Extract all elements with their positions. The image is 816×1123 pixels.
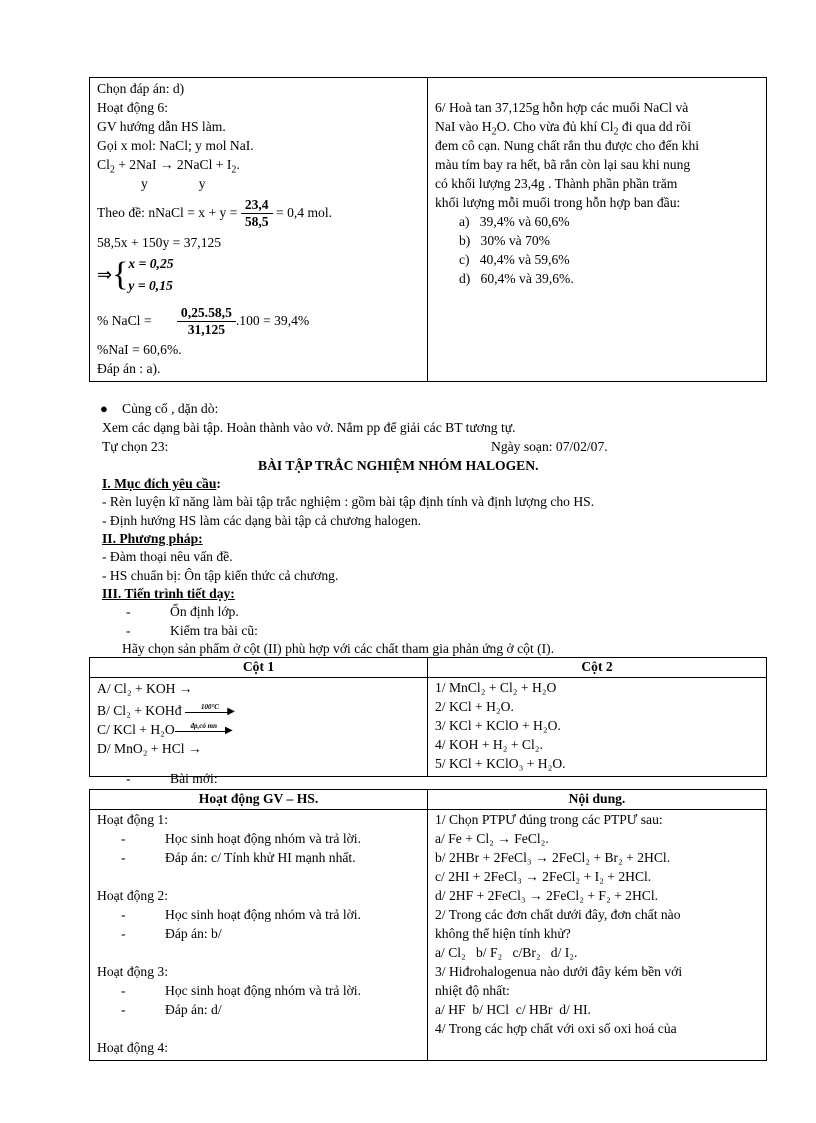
- answer-line: Đáp án : a).: [97, 361, 161, 376]
- option-item: c) 40,4% và 59,6%: [459, 252, 570, 267]
- step-item: - Bài mới:: [126, 771, 218, 786]
- reactants-cell: [90, 678, 428, 777]
- question-text: 3/ Hiđrohalogenua nào dưới đây kém bền với: [435, 963, 683, 979]
- section-3-heading: III. Tiến trình tiết dạy:: [102, 586, 235, 601]
- option-item: a/ HF b/ HCl c/ HBr d/ HI.: [435, 1001, 591, 1017]
- question-6-cell: [428, 78, 767, 382]
- option-item: d) 60,4% và 39,6%.: [459, 271, 574, 286]
- option-item: d/ 2HF + 2FeCl₃ → 2FeCl₂ + F₂ + 2HCl.: [435, 887, 659, 903]
- matching-table: [89, 657, 767, 777]
- homework-line: Xem các dạng bài tập. Hoàn thành vào vở. Nắm pp để giải các BT tương tự.: [102, 420, 516, 435]
- section-1-line: - Định hướng HS làm các dạng bài tập cả chương halogen.: [102, 513, 422, 528]
- option-item: c/ 2HI + 2FeCl₃ → 2FeCl₂ + I₂ + 2HCl.: [435, 868, 652, 884]
- step-item: - Ổn định lớp.: [126, 604, 239, 619]
- lesson-number: Tự chọn 23:: [102, 439, 169, 454]
- product-item: 4/ KOH + H₂ + Cl₂.: [435, 737, 543, 752]
- option-item: a) 39,4% và 60,6%: [459, 214, 570, 229]
- option-item: b/ 2HBr + 2FeCl₃ → 2FeCl₂ + Br₂ + 2HCl.: [435, 849, 671, 865]
- condition-arrow: đp,có mn ▶: [175, 725, 233, 737]
- text-line: %NaI = 60,6%.: [97, 342, 182, 357]
- product-item: 1/ MnCl₂ + Cl₂ + H₂O: [435, 680, 557, 695]
- reactant-item: B/ Cl₂ + KOHđ 100°C ▶: [97, 702, 235, 718]
- question-text: đem cô cạn. Nung chất rắn thu được cho đến khi: [435, 138, 700, 153]
- condition-arrow: 100°C ▶: [185, 706, 235, 718]
- fraction: $\frac{23,4}{58,5}$: [241, 197, 273, 230]
- section-2-heading: II. Phương pháp:: [102, 531, 203, 546]
- equation-line: $Cl_2 + 2NaI$ → 2NaCl + $I_2$.: [97, 157, 240, 176]
- reactant-item: A/ Cl₂ + KOH →: [97, 681, 193, 696]
- section-1-heading: I. Mục đích yêu cầu:: [102, 476, 221, 491]
- page-title: BÀI TẬP TRẮC NGHIỆM NHÓM HALOGEN.: [258, 458, 539, 473]
- step-item: - Kiểm tra bài cũ:: [126, 623, 258, 638]
- question-text: 6/ Hoà tan 37,125g hỗn hợp các muối NaCl và: [435, 100, 689, 115]
- section-2-line: - HS chuẩn bị: Ôn tập kiến thức cả chương.: [102, 568, 339, 583]
- column-header: Nội dung.: [428, 790, 767, 810]
- question-text: không thể hiện tính khử?: [435, 925, 571, 941]
- section-2-line: - Đàm thoại nêu vấn đề.: [102, 549, 233, 564]
- activities-cell: [90, 809, 428, 1060]
- column-header: Cột 1: [90, 658, 428, 678]
- question-text: có khối lượng 23,4g . Thành phần phần trăm: [435, 176, 678, 191]
- section-1-line: - Rèn luyện kĩ năng làm bài tập trắc nghiệm : gồm bài tập định tính và định lượng cho HS.: [102, 494, 595, 509]
- activity-step: - Học sinh hoạt động nhóm và trả lời.: [121, 906, 361, 922]
- system-line: ⇒{ x = 0,25 y = 0,15: [97, 256, 174, 293]
- reactant-item: D/ MnO₂ + HCl →: [97, 741, 202, 756]
- percent-line: % NaCl = $\frac{0,25.58,5}{31,125}$ .100 = 39,4%: [97, 305, 310, 338]
- activity-step: - Học sinh hoạt động nhóm và trả lời.: [121, 982, 361, 998]
- column-header: Hoạt động GV – HS.: [90, 790, 428, 810]
- fraction: $\frac{0,25.58,5}{31,125}$: [177, 305, 236, 338]
- activity-step: - Đáp án: b/: [121, 925, 222, 941]
- theo-de-line: Theo đề: nNaCl = x + y = $\frac{23,4}{58,5}$ = 0,4 mol.: [97, 197, 333, 230]
- text-line: GV hướng dẫn HS làm.: [97, 119, 226, 134]
- question-text: 4/ Trong các hợp chất với oxi số oxi hoá của: [435, 1020, 677, 1036]
- option-item: b) 30% và 70%: [459, 233, 550, 248]
- option-item: a/ Fe + Cl₂ → FeCl₂.: [435, 830, 549, 846]
- answer-line: Chọn đáp án: d): [97, 81, 185, 96]
- activities-table: [89, 789, 767, 1061]
- date-line: Ngày soạn: 07/02/07.: [491, 439, 608, 454]
- instruction-line: Hãy chọn sản phẩm ở cột (II) phù hợp với các chất tham gia phản ứng ở cột (I).: [122, 641, 555, 656]
- activity-heading: Hoạt động 1:: [97, 811, 168, 827]
- text-line: Gọi x mol: NaCl; y mol NaI.: [97, 138, 254, 153]
- question-text: 2/ Trong các đơn chất dưới đây, đơn chất nào: [435, 906, 681, 922]
- product-item: 2/ KCl + H₂O.: [435, 699, 514, 714]
- activity-heading: Hoạt động 4:: [97, 1039, 168, 1055]
- products-cell: [428, 678, 767, 777]
- activity-step: - Học sinh hoạt động nhóm và trả lời.: [121, 830, 361, 846]
- activity-heading: Hoạt động 6:: [97, 100, 168, 115]
- activity-heading: Hoạt động 2:: [97, 887, 168, 903]
- summary-bullet: ● Củng cố , dặn dò:: [100, 401, 219, 416]
- question-text: NaI vào $H_2O$. Cho vừa đủ khí $Cl_2$ đi qua dd rồi: [435, 119, 691, 138]
- activity-step: - Đáp án: d/: [121, 1001, 222, 1017]
- question-text: khối lượng mỗi muối trong hỗn hợp ban đầu:: [435, 195, 681, 210]
- product-item: 3/ KCl + KClO + H₂O.: [435, 718, 561, 733]
- question-text: 1/ Chọn PTPƯ đúng trong các PTPƯ sau:: [435, 811, 663, 827]
- option-item: a/ Cl₂ b/ F₂ c/Br₂ d/ I₂.: [435, 944, 578, 960]
- column-header: Cột 2: [428, 658, 767, 678]
- question-text: nhiệt độ nhất:: [435, 982, 510, 998]
- question-text: màu tím bay ra hết, bã rắn còn lại sau khi nung: [435, 157, 691, 172]
- mole-line: y y: [141, 176, 206, 191]
- product-item: 5/ KCl + KClO₃ + H₂O.: [435, 756, 566, 771]
- activity-heading: Hoạt động 3:: [97, 963, 168, 979]
- activity-6-solution-cell: [90, 78, 428, 382]
- reactant-item: C/ KCl + H₂O đp,có mn ▶: [97, 721, 233, 737]
- activity-step: - Đáp án: c/ Tính khử HI mạnh nhất.: [121, 849, 356, 865]
- equation-line: 58,5x + 150y = 37,125: [97, 235, 222, 250]
- activity-6-table: [89, 77, 767, 382]
- content-cell: [428, 809, 767, 1060]
